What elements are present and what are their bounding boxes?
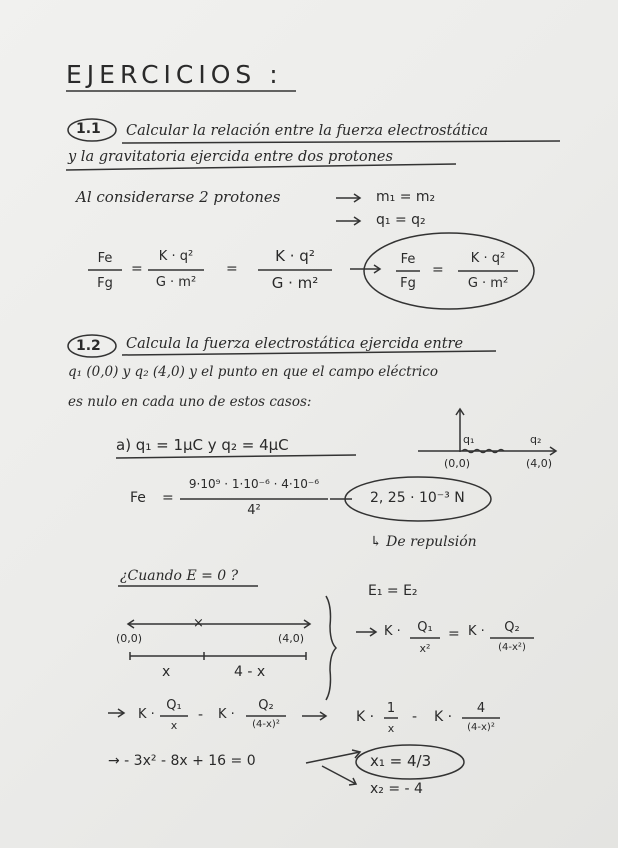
- ex1-statement-line1: Calcular la relación entre la fuerza electrostática: [126, 123, 489, 139]
- segment-4-minus-x: 4 - x: [234, 664, 266, 680]
- ex1-g-m2: G · m²: [155, 275, 197, 290]
- ex1-equals-1: =: [131, 261, 143, 277]
- eq3-minus: -: [412, 709, 418, 725]
- eq2-k1: K ·: [138, 707, 155, 722]
- eq2-x: x: [170, 719, 178, 732]
- eq3-four: 4: [476, 701, 486, 716]
- page-title: EJERCICIOS :: [66, 60, 283, 89]
- ex1-fe: Fe: [97, 251, 113, 266]
- axis-q1: q₁: [463, 433, 475, 446]
- ex2-equals: =: [162, 490, 174, 506]
- ex1-consider: Al considerarse 2 protones: [76, 188, 281, 206]
- ex1-equals-2: =: [226, 261, 238, 277]
- ex1-result-fg: Fg: [400, 276, 416, 291]
- rhs-k1: K ·: [384, 624, 401, 639]
- e1-equals-e2: E₁ = E₂: [368, 583, 418, 599]
- ex2-denominator: 4²: [247, 503, 261, 518]
- eq3-k2: K ·: [434, 709, 453, 725]
- question-e-zero: ¿Cuando E = 0 ?: [120, 568, 239, 584]
- ex1-statement-line2: y la gravitatoria ejercida entre dos protones: [68, 149, 393, 165]
- segment-p1: (0,0): [116, 632, 143, 645]
- eq3-k1: K ·: [356, 709, 375, 725]
- ex2-repulsion: ↳ De repulsión: [370, 534, 477, 550]
- polynomial: → - 3x² - 8x + 16 = 0: [108, 753, 256, 769]
- ex2-fe: Fe: [130, 490, 146, 506]
- ex2-result: 2, 25 · 10⁻³ N: [370, 490, 465, 506]
- eq2-q2: Q₂: [258, 698, 274, 713]
- eq3-x: x: [387, 722, 395, 735]
- ex2-statement-line3: es nulo en cada uno de estos casos:: [68, 394, 312, 410]
- ex1-result-den: G · m²: [467, 276, 509, 291]
- eq2-k2: K ·: [218, 707, 235, 722]
- rhs-x2: x²: [419, 642, 431, 655]
- segment-x: x: [162, 664, 171, 680]
- ex1-number: 1.1: [76, 121, 101, 137]
- segment-cross: ×: [193, 616, 204, 631]
- eq2-4-minus-x-sq: (4-x)²: [252, 719, 280, 730]
- ex2-numerator: 9·10⁹ · 1·10⁻⁶ · 4·10⁻⁶: [188, 477, 320, 491]
- solution-x1: x₁ = 4/3: [370, 752, 432, 770]
- solution-x2: x₂ = - 4: [370, 781, 423, 797]
- ex1-result-num: K · q²: [470, 251, 506, 266]
- segment-p2: (4,0): [278, 632, 305, 645]
- rhs-equals: =: [448, 626, 460, 642]
- eq2-minus: -: [198, 707, 204, 723]
- eq2-q1: Q₁: [166, 698, 182, 713]
- axis-p1: (0,0): [444, 457, 471, 470]
- eq3-one: 1: [386, 701, 396, 716]
- ex1-mass-relation: m₁ = m₂: [376, 189, 436, 205]
- ex2-statement-line2: q₁ (0,0) y q₂ (4,0) y el punto en que el campo eléctrico: [68, 364, 438, 380]
- axis-p2: (4,0): [526, 457, 553, 470]
- eq3-4-minus-x-sq: (4-x)²: [467, 722, 495, 733]
- ex1-fg: Fg: [97, 276, 113, 291]
- rhs-q2: Q₂: [504, 620, 520, 635]
- ex2-number: 1.2: [76, 338, 101, 354]
- ex1-result-fe: Fe: [400, 252, 416, 267]
- ex1-gm2: G · m²: [271, 274, 319, 292]
- brace: [326, 596, 336, 700]
- case-a-underline: [116, 455, 356, 458]
- ex1-underline-1: [122, 141, 560, 143]
- case-a: a) q₁ = 1μC y q₂ = 4μC: [116, 436, 289, 454]
- rhs-q1: Q₁: [417, 620, 433, 635]
- ex2-statement-line1: Calcula la fuerza electrostática ejercida entre: [126, 336, 464, 352]
- ex1-k-q2: K · q²: [158, 249, 194, 264]
- ex1-result-equals: =: [432, 262, 444, 278]
- ex1-charge-relation: q₁ = q₂: [376, 212, 426, 228]
- ex1-kq2: K · q²: [275, 247, 315, 265]
- rhs-4-minus-x2: (4-x²): [498, 642, 526, 653]
- axis-q2: q₂: [530, 433, 542, 446]
- rhs-k2: K ·: [468, 624, 485, 639]
